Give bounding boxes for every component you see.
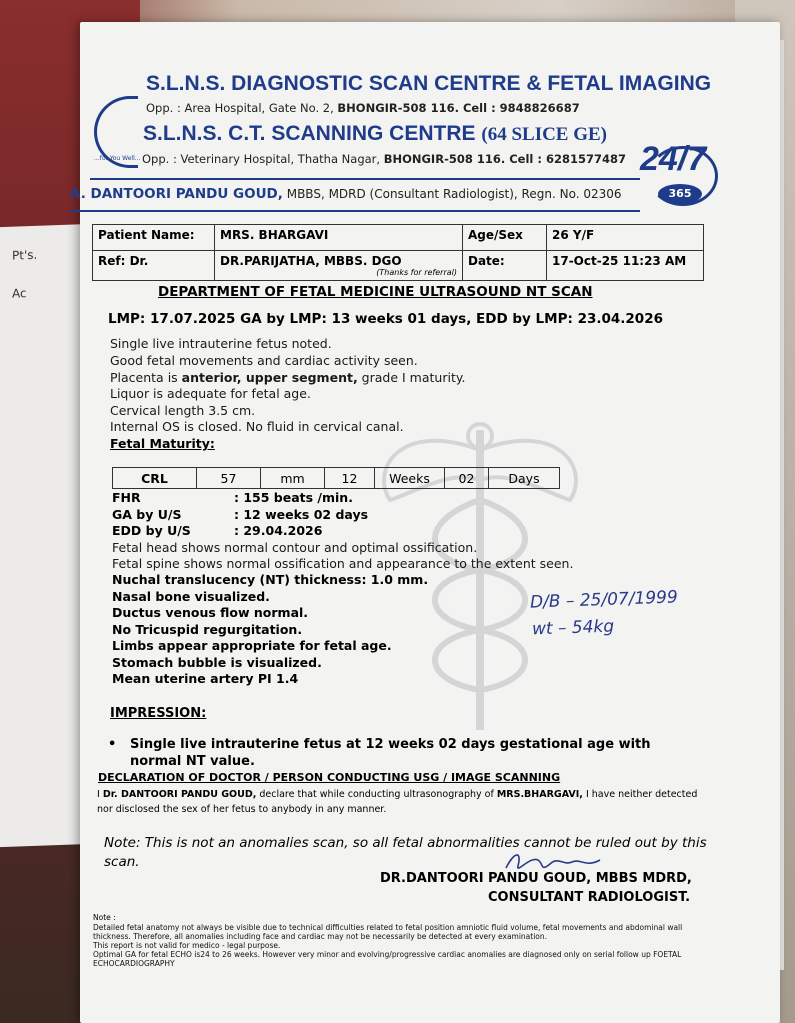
fineprint-line: thickness. Therefore, all anomalies including face and cardiac may not be necessarily be detected at every examination. <box>93 932 548 941</box>
centre2-address: Opp. : Veterinary Hospital, Thatha Nagar, BHONGIR-508 116. Cell : 6281577487 <box>142 152 626 166</box>
handwritten-weight: wt – 54kg <box>531 616 615 640</box>
patient-name-value: MRS. BHARGAVI <box>215 225 463 251</box>
finding-line: Good fetal movements and cardiac activity seen. <box>110 353 418 368</box>
lmp-line: LMP: 17.07.2025 GA by LMP: 13 weeks 01 days, EDD by LMP: 23.04.2026 <box>108 311 663 327</box>
age-value: 26 Y/F <box>547 225 704 251</box>
centre2-title: S.L.N.S. C.T. SCANNING CENTRE (64 SLICE GE) <box>143 122 608 145</box>
badge-number: 24/7 <box>640 140 707 178</box>
age-label: Age/Sex <box>463 225 547 251</box>
fineprint-line: ECHOCARDIOGRAPHY <box>93 959 175 968</box>
impression-item <box>108 736 688 770</box>
declaration-title: DECLARATION OF DOCTOR / PERSON CONDUCTING USG / IMAGE SCANNING <box>98 771 561 784</box>
bold-finding: No Tricuspid regurgitation. <box>112 622 303 637</box>
finding-line: Fetal spine shows normal ossification and appearance to the extent seen. <box>112 556 574 571</box>
finding-line: Single live intrauterine fetus noted. <box>110 336 332 351</box>
placenta-line: Placenta is anterior, upper segment, grade I maturity. <box>110 370 466 385</box>
crl-value: 57 <box>197 468 261 489</box>
bold-finding: Nuchal translucency (NT) thickness: 1.0 mm. <box>112 572 429 587</box>
finding-line: Liquor is adequate for fetal age. <box>110 386 311 401</box>
thanks-note: (Thanks for referral) <box>376 268 457 277</box>
crl-label: CRL <box>113 468 197 489</box>
date-value: 17-Oct-25 11:23 AM <box>547 251 704 281</box>
fineprint-line: This report is not valid for medico - legal purpose. <box>93 941 281 950</box>
ga-us-row: GA by U/S : 12 weeks 02 days <box>112 507 369 522</box>
fineprint-title: Note : <box>93 913 116 922</box>
crl-unit: mm <box>261 468 325 489</box>
signature-name: DR.DANTOORI PANDU GOUD, MBBS MDRD, <box>380 871 692 886</box>
impression-title: IMPRESSION: <box>110 706 207 721</box>
fineprint-line: Optimal GA for fetal ECHO is24 to 26 weeks. However very minor and evolving/progressive cardiac anomalies are diagnosed only on serial follow up FOETAL <box>93 950 682 959</box>
badge-days: 365 <box>658 184 702 204</box>
fhr-row: FHR : 155 beats /min. <box>112 490 353 505</box>
finding-line: Internal OS is closed. No fluid in cervical canal. <box>110 419 404 434</box>
declaration-text: I Dr. DANTOORI PANDU GOUD, declare that while conducting ultrasonography of MRS.BHARGAVI, I have neither detected nor disclosed the sex of her fetus to anybody in any manner. <box>97 789 698 815</box>
bullet-icon: • <box>108 737 117 752</box>
underlying-sheet-text: Pt's. <box>12 247 38 263</box>
impression-text: Single live intrauterine fetus at 12 weeks 02 days gestational age with normal NT value. <box>130 737 651 769</box>
patient-name-label: Patient Name: <box>93 225 215 251</box>
finding-line: Fetal head shows normal contour and optimal ossification. <box>112 540 478 555</box>
department-title: DEPARTMENT OF FETAL MEDICINE ULTRASOUND NT SCAN <box>158 284 593 300</box>
ref-label: Ref: Dr. <box>93 251 215 281</box>
crl-table <box>112 467 560 489</box>
ref-value: DR.PARIJATHA, MBBS. DGO (Thanks for referral) <box>215 251 463 281</box>
date-label: Date: <box>463 251 547 281</box>
crl-days: 02 <box>445 468 489 489</box>
handwritten-dob: D/B – 25/07/1999 <box>529 587 679 613</box>
bold-finding: Mean uterine artery PI 1.4 <box>112 671 299 686</box>
signature-title: CONSULTANT RADIOLOGIST. <box>488 890 691 905</box>
crl-weeks: 12 <box>325 468 375 489</box>
underlying-sheet-text: Ac <box>12 286 27 301</box>
header-rule <box>70 210 640 212</box>
header-rule <box>90 178 640 180</box>
crl-days-label: Days <box>489 468 560 489</box>
edd-us-row: EDD by U/S : 29.04.2026 <box>112 523 323 538</box>
bold-finding: Limbs appear appropriate for fetal age. <box>112 638 392 653</box>
logo-tagline: ...for You Well... <box>94 155 141 162</box>
fineprint-line: Detailed fetal anatomy not always be visible due to technical difficulties related to fetal position amniotic fluid volume, fetal movements and abdominal wall <box>93 923 683 932</box>
bold-finding: Stomach bubble is visualized. <box>112 655 322 670</box>
centre1-address: Opp. : Area Hospital, Gate No. 2, BHONGIR-508 116. Cell : 9848826687 <box>146 101 580 115</box>
finding-line: Cervical length 3.5 cm. <box>110 403 256 418</box>
crl-weeks-label: Weeks <box>375 468 445 489</box>
doctor-line: A. DANTOORI PANDU GOUD, MBBS, MDRD (Consultant Radiologist), Regn. No. 02306 <box>70 186 622 202</box>
bold-finding: Ductus venous flow normal. <box>112 605 309 620</box>
patient-table <box>92 224 704 281</box>
fetal-maturity-title: Fetal Maturity: <box>110 436 215 451</box>
centre1-title: S.L.N.S. DIAGNOSTIC SCAN CENTRE & FETAL IMAGING <box>146 72 712 95</box>
badge-247 <box>640 140 724 212</box>
note-text: Note: This is not an anomalies scan, so all fetal abnormalities cannot be ruled out by this scan. <box>104 835 707 870</box>
bold-finding: Nasal bone visualized. <box>112 589 270 604</box>
